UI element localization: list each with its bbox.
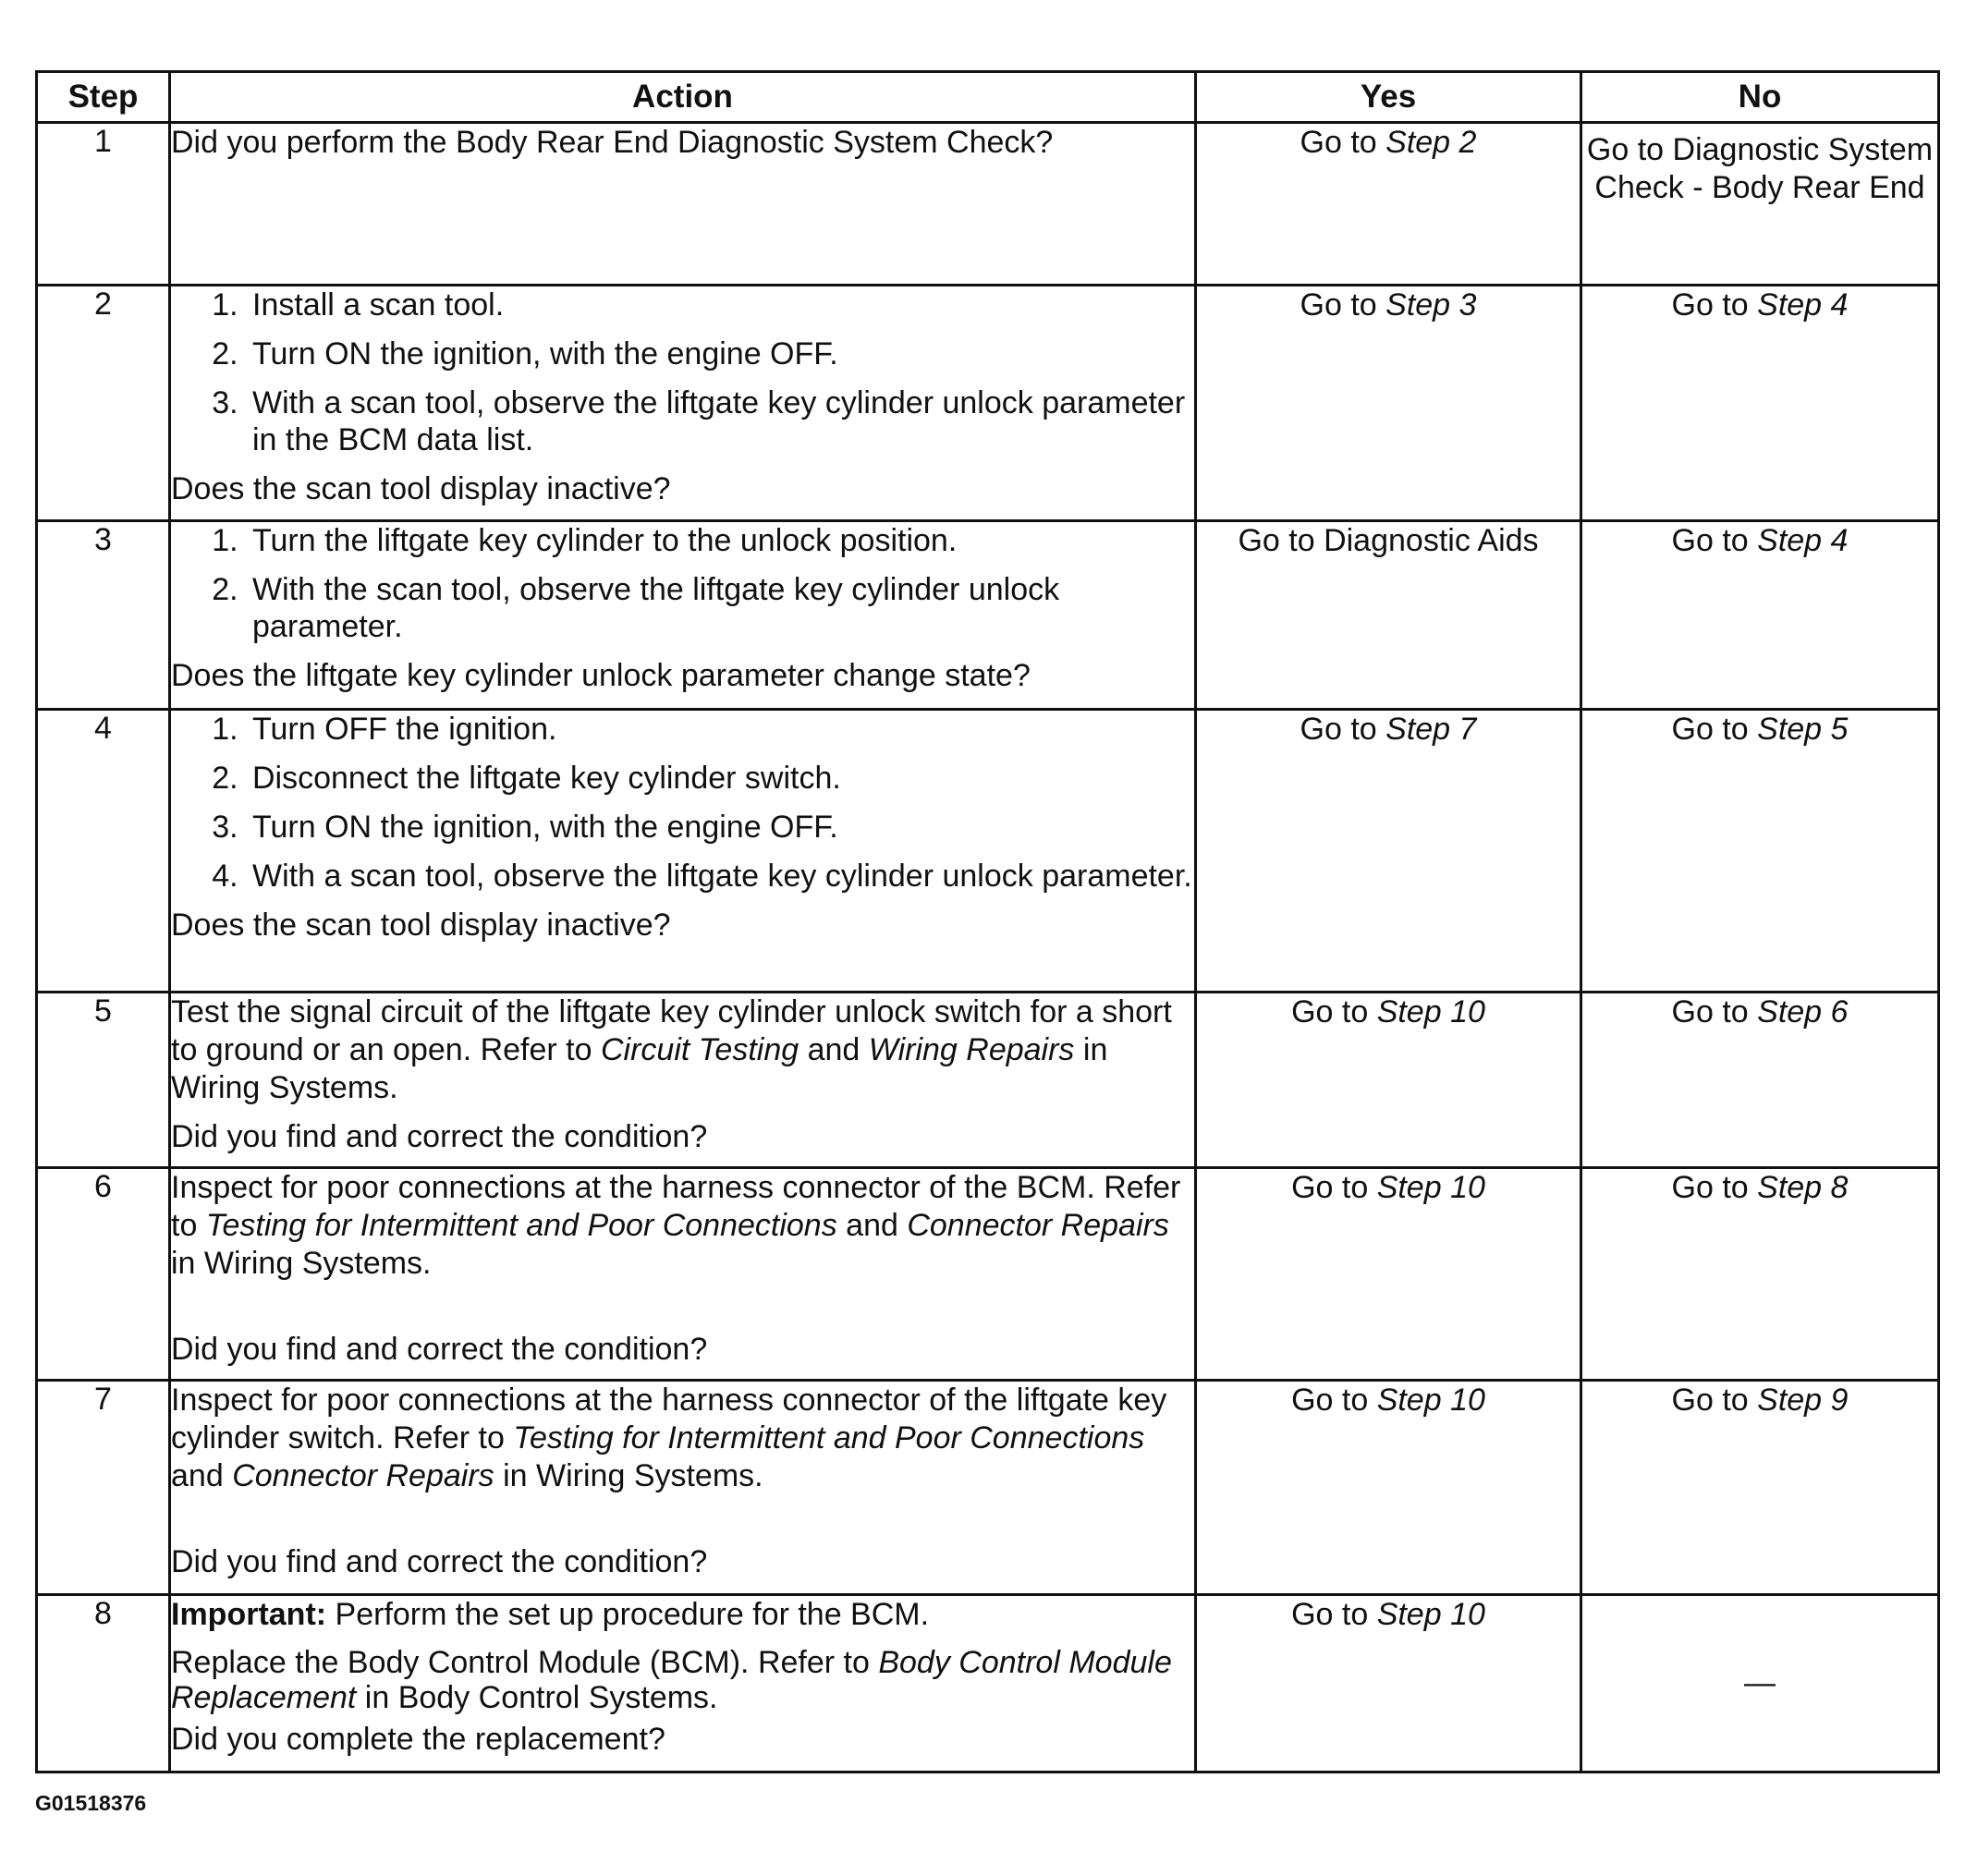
yes-step-link[interactable]: Step 10: [1376, 1170, 1485, 1205]
no-prefix: Go to: [1671, 523, 1758, 558]
header-no: No: [1581, 72, 1939, 123]
header-action: Action: [170, 72, 1196, 123]
diagnostic-table-container: [35, 70, 1937, 1773]
action-sentence: Test the signal circuit of the liftgate key cylinder unlock switch for a short to ground or an open. Refer to: [171, 994, 1172, 1067]
action-sentence: and: [836, 1208, 908, 1243]
reference-link[interactable]: Body Control Module Replacement: [171, 1645, 1172, 1715]
action-question: Did you complete the replacement?: [171, 1722, 665, 1757]
action-text: [171, 1645, 1194, 1715]
header-yes: Yes: [1196, 72, 1581, 123]
action-text: [171, 1382, 1194, 1495]
yes-prefix: Go to: [1291, 1383, 1377, 1418]
list-item: 3. With a scan tool, observe the liftgate key cylinder unlock parameter in the BCM data list.: [247, 384, 1194, 458]
list-item: 2. Disconnect the liftgate key cylinder switch.: [247, 760, 1194, 797]
important-label: Important:: [171, 1597, 327, 1632]
action-sentence: and: [799, 1032, 869, 1067]
step-number: 5: [37, 993, 170, 1168]
yes-cell: [1196, 521, 1581, 710]
action-text: Did you perform the Body Rear End Diagnostic System Check?: [171, 125, 1054, 160]
yes-step-link[interactable]: Step 7: [1385, 712, 1477, 747]
yes-step-link[interactable]: Step 2: [1385, 125, 1477, 160]
yes-cell: [1196, 1595, 1581, 1772]
no-step-link[interactable]: Step 9: [1757, 1383, 1849, 1418]
list-item: 2. With the scan tool, observe the liftgate key cylinder unlock parameter.: [247, 571, 1194, 645]
table-row: [37, 993, 1939, 1168]
action-sentence: Inspect for poor connections at the harness connector of the BCM. Refer to: [171, 1170, 1181, 1243]
table-row: [37, 1381, 1939, 1595]
yes-diagnostic-aids-link[interactable]: Go to Diagnostic Aids: [1238, 523, 1539, 558]
yes-prefix: Go to: [1291, 994, 1377, 1029]
reference-link[interactable]: Circuit Testing: [600, 1032, 799, 1067]
action-sentence: in Wiring Systems.: [494, 1458, 763, 1493]
action-cell: [170, 123, 1196, 286]
action-sentence: in Wiring Systems.: [171, 1032, 1108, 1105]
no-cell: [1581, 1381, 1939, 1595]
table-row: [37, 521, 1939, 710]
action-cell: [170, 1168, 1196, 1381]
action-sentence: and: [171, 1458, 233, 1493]
yes-step-link[interactable]: Step 10: [1376, 1597, 1485, 1632]
step-number: 6: [37, 1168, 170, 1381]
important-text: Perform the set up procedure for the BCM.: [326, 1597, 930, 1632]
reference-link[interactable]: Connector Repairs: [232, 1458, 494, 1493]
action-sentence: in Body Control Systems.: [356, 1680, 718, 1715]
yes-cell: [1196, 1381, 1581, 1595]
table-row: [37, 286, 1939, 521]
no-cell: [1581, 710, 1939, 993]
yes-step-link[interactable]: Step 10: [1376, 1383, 1485, 1418]
action-sentence: Replace the Body Control Module (BCM). Refer to: [171, 1645, 879, 1680]
no-step-link[interactable]: Step 6: [1757, 994, 1849, 1029]
action-sentence: in Wiring Systems.: [171, 1246, 432, 1281]
yes-prefix: Go to: [1300, 712, 1386, 747]
no-prefix: Go to: [1671, 1383, 1758, 1418]
reference-link[interactable]: Connector Repairs: [907, 1208, 1169, 1243]
step-number: 1: [37, 123, 170, 286]
reference-link[interactable]: Testing for Intermittent and Poor Connections: [513, 1420, 1145, 1456]
no-cell: [1581, 1595, 1939, 1772]
action-question: Does the scan tool display inactive?: [171, 471, 671, 506]
yes-cell: [1196, 1168, 1581, 1381]
list-item: 4. With a scan tool, observe the liftgate key cylinder unlock parameter.: [247, 858, 1194, 895]
yes-cell: [1196, 993, 1581, 1168]
table-row: [37, 123, 1939, 286]
action-question: Does the liftgate key cylinder unlock parameter change state?: [171, 658, 1031, 693]
step-number: 4: [37, 710, 170, 993]
yes-prefix: Go to: [1300, 125, 1386, 160]
table-header-row: [37, 72, 1939, 123]
yes-cell: [1196, 710, 1581, 993]
no-prefix: Go to: [1671, 287, 1758, 323]
table-row: [37, 1168, 1939, 1381]
no-prefix: Go to: [1671, 712, 1758, 747]
yes-cell: [1196, 286, 1581, 521]
step-number: 3: [37, 521, 170, 710]
action-cell: [170, 521, 1196, 710]
figure-id: G01518376: [35, 1791, 147, 1815]
action-cell: [170, 1595, 1196, 1772]
table-row: [37, 1595, 1939, 1772]
list-item: 1. Turn OFF the ignition.: [247, 711, 1194, 748]
no-dash: —: [1744, 1665, 1776, 1700]
action-steps-list: [171, 711, 1194, 895]
action-cell: [170, 710, 1196, 993]
no-cell: [1581, 1168, 1939, 1381]
action-question: Did you find and correct the condition?: [171, 1119, 708, 1154]
header-step: Step: [37, 72, 170, 123]
no-prefix: Go to: [1671, 994, 1758, 1029]
list-item: 3. Turn ON the ignition, with the engine OFF.: [247, 809, 1194, 846]
list-item: 2. Turn ON the ignition, with the engine OFF.: [247, 335, 1194, 372]
no-step-link[interactable]: Step 8: [1757, 1170, 1849, 1205]
action-question: Does the scan tool display inactive?: [171, 908, 671, 943]
list-item: 1. Install a scan tool.: [247, 286, 1194, 323]
no-prefix: Go to: [1671, 1170, 1758, 1205]
list-item: 1. Turn the liftgate key cylinder to the unlock position.: [247, 522, 1194, 559]
diagnostic-table: [35, 70, 1940, 1773]
yes-prefix: Go to: [1291, 1597, 1377, 1632]
yes-step-link[interactable]: Step 10: [1376, 994, 1485, 1029]
no-step-link[interactable]: Step 4: [1757, 287, 1849, 323]
action-sentence: Inspect for poor connections at the harness connector of the liftgate key cylinder switch. Refer to: [171, 1383, 1167, 1456]
action-question: Did you find and correct the condition?: [171, 1544, 708, 1579]
no-cell: [1581, 993, 1939, 1168]
no-cell: [1581, 286, 1939, 521]
action-steps-list: [171, 286, 1194, 458]
reference-link[interactable]: Testing for Intermittent and Poor Connections: [205, 1208, 837, 1243]
no-step-link[interactable]: Step 5: [1757, 712, 1849, 747]
step-number: 8: [37, 1595, 170, 1772]
action-steps-list: [171, 522, 1194, 645]
yes-step-link[interactable]: Step 3: [1385, 287, 1477, 323]
no-cell: [1581, 123, 1939, 286]
yes-cell: [1196, 123, 1581, 286]
action-cell: [170, 286, 1196, 521]
no-cell: [1581, 521, 1939, 710]
action-cell: [170, 1381, 1196, 1595]
action-text: [171, 993, 1194, 1107]
yes-prefix: Go to: [1291, 1170, 1377, 1205]
action-cell: [170, 993, 1196, 1168]
step-number: 2: [37, 286, 170, 521]
yes-prefix: Go to: [1300, 287, 1386, 323]
action-question: Did you find and correct the condition?: [171, 1332, 708, 1367]
important-note: [171, 1596, 1194, 1634]
no-reference[interactable]: Go to Diagnostic System Check - Body Rear End: [1586, 132, 1934, 205]
table-row: [37, 710, 1939, 993]
step-number: 7: [37, 1381, 170, 1595]
reference-link[interactable]: Wiring Repairs: [868, 1032, 1075, 1067]
action-text: [171, 1169, 1194, 1283]
no-step-link[interactable]: Step 4: [1757, 523, 1849, 558]
